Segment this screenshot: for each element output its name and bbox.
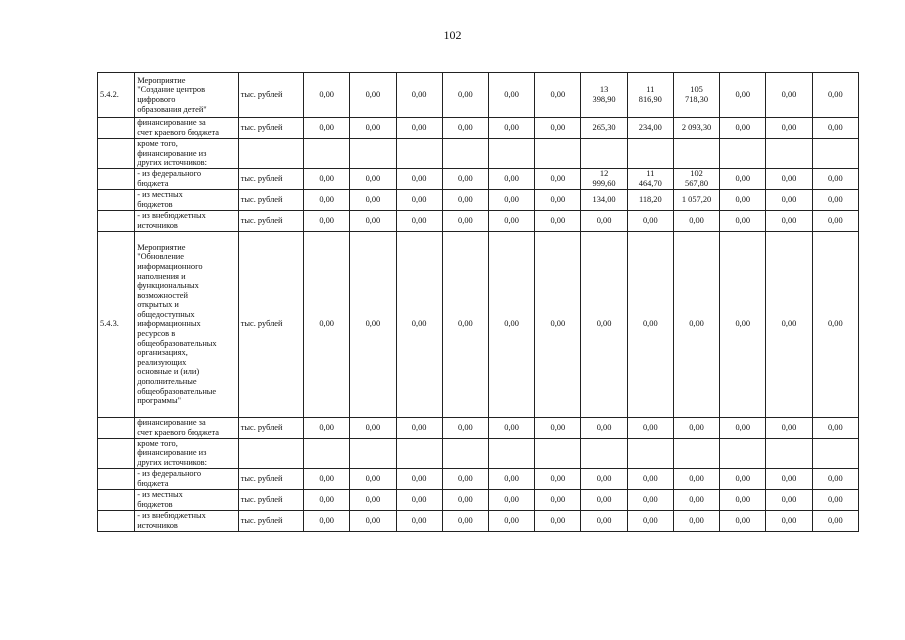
table-row — [98, 231, 859, 417]
value-cell — [396, 139, 442, 169]
value-cell — [488, 438, 534, 468]
row-unit: тыс. рублей — [238, 118, 303, 139]
value-cell: 0,00 — [488, 510, 534, 531]
value-cell: 0,00 — [535, 231, 581, 417]
row-name: кроме того, финансирование из других источников: — [135, 438, 239, 468]
value-cell — [720, 438, 766, 468]
value-cell: 0,00 — [442, 417, 488, 438]
value-cell: 105 718,30 — [673, 73, 719, 118]
value-cell: 265,30 — [581, 118, 627, 139]
row-unit: тыс. рублей — [238, 417, 303, 438]
value-cell: 0,00 — [442, 510, 488, 531]
value-cell: 0,00 — [812, 189, 858, 210]
value-cell: 0,00 — [396, 417, 442, 438]
value-cell: 0,00 — [766, 489, 812, 510]
value-cell: 0,00 — [488, 489, 534, 510]
value-cell: 0,00 — [581, 210, 627, 231]
value-cell: 0,00 — [720, 118, 766, 139]
value-cell: 0,00 — [766, 189, 812, 210]
value-cell: 0,00 — [488, 210, 534, 231]
value-cell: 0,00 — [766, 168, 812, 189]
value-cell: 0,00 — [535, 118, 581, 139]
value-cell: 0,00 — [627, 231, 673, 417]
value-cell: 0,00 — [673, 489, 719, 510]
row-name: Мероприятие "Обновление информационного наполнения и функциональных возможностей открытых и общедоступных информационных ресурсов в общеобразовательных организациях, реализующих основные и (или) дополнительные общеобразовательные программы" — [135, 231, 239, 417]
value-cell: 0,00 — [350, 168, 396, 189]
value-cell: 0,00 — [535, 210, 581, 231]
table-row — [98, 118, 859, 139]
row-name: - из внебюджетных источников — [135, 210, 239, 231]
value-cell — [304, 139, 350, 169]
row-name: - из местных бюджетов — [135, 189, 239, 210]
value-cell: 0,00 — [535, 468, 581, 489]
value-cell: 0,00 — [766, 231, 812, 417]
value-cell — [720, 139, 766, 169]
row-code — [98, 438, 135, 468]
value-cell: 0,00 — [304, 468, 350, 489]
value-cell: 134,00 — [581, 189, 627, 210]
row-unit: тыс. рублей — [238, 468, 303, 489]
value-cell: 0,00 — [396, 468, 442, 489]
value-cell — [350, 139, 396, 169]
row-unit: тыс. рублей — [238, 489, 303, 510]
table-row — [98, 438, 859, 468]
value-cell: 0,00 — [304, 118, 350, 139]
table-row — [98, 189, 859, 210]
value-cell: 0,00 — [812, 417, 858, 438]
row-code: 5.4.2. — [98, 73, 135, 118]
value-cell: 0,00 — [350, 118, 396, 139]
value-cell — [673, 438, 719, 468]
value-cell: 0,00 — [812, 510, 858, 531]
table-body — [98, 73, 859, 532]
value-cell: 0,00 — [627, 489, 673, 510]
value-cell: 0,00 — [442, 489, 488, 510]
value-cell — [396, 438, 442, 468]
value-cell — [535, 438, 581, 468]
value-cell: 0,00 — [581, 417, 627, 438]
row-unit — [238, 139, 303, 169]
value-cell: 0,00 — [304, 510, 350, 531]
value-cell — [442, 139, 488, 169]
row-name: - из внебюджетных источников — [135, 510, 239, 531]
value-cell: 0,00 — [581, 468, 627, 489]
value-cell: 0,00 — [488, 168, 534, 189]
value-cell: 0,00 — [535, 489, 581, 510]
value-cell — [581, 139, 627, 169]
value-cell: 0,00 — [304, 489, 350, 510]
row-name: - из местных бюджетов — [135, 489, 239, 510]
table-row — [98, 210, 859, 231]
value-cell: 0,00 — [581, 231, 627, 417]
value-cell — [350, 438, 396, 468]
value-cell: 0,00 — [442, 189, 488, 210]
value-cell: 0,00 — [304, 73, 350, 118]
value-cell: 12 999,60 — [581, 168, 627, 189]
table-row — [98, 510, 859, 531]
value-cell — [535, 139, 581, 169]
value-cell: 0,00 — [535, 510, 581, 531]
row-name: - из федерального бюджета — [135, 168, 239, 189]
value-cell: 0,00 — [812, 468, 858, 489]
value-cell — [488, 139, 534, 169]
value-cell: 0,00 — [396, 210, 442, 231]
value-cell: 13 398,90 — [581, 73, 627, 118]
value-cell: 0,00 — [720, 73, 766, 118]
value-cell: 0,00 — [442, 168, 488, 189]
value-cell: 0,00 — [535, 189, 581, 210]
value-cell: 0,00 — [812, 231, 858, 417]
row-code — [98, 489, 135, 510]
row-unit: тыс. рублей — [238, 510, 303, 531]
value-cell: 0,00 — [350, 468, 396, 489]
value-cell — [766, 139, 812, 169]
value-cell: 0,00 — [442, 231, 488, 417]
value-cell: 0,00 — [488, 468, 534, 489]
table-row — [98, 168, 859, 189]
value-cell: 0,00 — [673, 231, 719, 417]
value-cell: 0,00 — [812, 168, 858, 189]
value-cell: 0,00 — [396, 489, 442, 510]
value-cell: 0,00 — [627, 210, 673, 231]
table-row — [98, 73, 859, 118]
value-cell: 0,00 — [720, 510, 766, 531]
row-name: Мероприятие "Создание центров цифрового образования детей" — [135, 73, 239, 118]
row-code — [98, 210, 135, 231]
row-code: 5.4.3. — [98, 231, 135, 417]
value-cell: 0,00 — [488, 231, 534, 417]
value-cell: 0,00 — [766, 73, 812, 118]
row-name: финансирование за счет краевого бюджета — [135, 417, 239, 438]
value-cell: 0,00 — [535, 417, 581, 438]
value-cell: 102 567,80 — [673, 168, 719, 189]
value-cell — [581, 438, 627, 468]
value-cell: 0,00 — [673, 417, 719, 438]
value-cell: 0,00 — [627, 417, 673, 438]
value-cell: 0,00 — [396, 189, 442, 210]
value-cell: 2 093,30 — [673, 118, 719, 139]
value-cell — [812, 139, 858, 169]
value-cell: 0,00 — [720, 231, 766, 417]
value-cell: 0,00 — [442, 468, 488, 489]
value-cell: 0,00 — [766, 510, 812, 531]
value-cell: 0,00 — [766, 210, 812, 231]
row-name: финансирование за счет краевого бюджета — [135, 118, 239, 139]
value-cell — [442, 438, 488, 468]
table-row — [98, 468, 859, 489]
value-cell: 0,00 — [396, 168, 442, 189]
value-cell: 0,00 — [720, 417, 766, 438]
value-cell: 0,00 — [720, 189, 766, 210]
value-cell: 0,00 — [720, 168, 766, 189]
value-cell: 0,00 — [720, 489, 766, 510]
value-cell: 0,00 — [812, 118, 858, 139]
value-cell: 0,00 — [350, 189, 396, 210]
value-cell: 0,00 — [350, 231, 396, 417]
value-cell: 0,00 — [304, 417, 350, 438]
row-unit: тыс. рублей — [238, 189, 303, 210]
value-cell: 0,00 — [627, 510, 673, 531]
value-cell: 0,00 — [673, 210, 719, 231]
value-cell: 0,00 — [442, 73, 488, 118]
value-cell: 0,00 — [442, 210, 488, 231]
row-name: кроме того, финансирование из других источников: — [135, 139, 239, 169]
value-cell: 234,00 — [627, 118, 673, 139]
value-cell: 11 464,70 — [627, 168, 673, 189]
value-cell — [627, 438, 673, 468]
value-cell: 1 057,20 — [673, 189, 719, 210]
value-cell: 0,00 — [488, 118, 534, 139]
row-code — [98, 139, 135, 169]
row-code — [98, 189, 135, 210]
row-unit — [238, 438, 303, 468]
value-cell: 0,00 — [304, 210, 350, 231]
table-row — [98, 489, 859, 510]
value-cell: 0,00 — [442, 118, 488, 139]
value-cell: 0,00 — [304, 231, 350, 417]
value-cell: 0,00 — [720, 468, 766, 489]
value-cell — [304, 438, 350, 468]
value-cell: 0,00 — [581, 510, 627, 531]
value-cell: 0,00 — [766, 417, 812, 438]
value-cell: 0,00 — [304, 189, 350, 210]
value-cell: 0,00 — [766, 468, 812, 489]
value-cell: 0,00 — [396, 73, 442, 118]
value-cell: 0,00 — [720, 210, 766, 231]
value-cell: 118,20 — [627, 189, 673, 210]
value-cell: 0,00 — [627, 468, 673, 489]
value-cell: 0,00 — [812, 489, 858, 510]
value-cell: 0,00 — [488, 189, 534, 210]
value-cell: 0,00 — [766, 118, 812, 139]
value-cell: 0,00 — [812, 73, 858, 118]
row-code — [98, 468, 135, 489]
row-unit: тыс. рублей — [238, 168, 303, 189]
table-row — [98, 139, 859, 169]
value-cell: 0,00 — [812, 210, 858, 231]
value-cell: 0,00 — [350, 489, 396, 510]
value-cell: 0,00 — [350, 417, 396, 438]
value-cell: 0,00 — [350, 510, 396, 531]
row-unit: тыс. рублей — [238, 210, 303, 231]
value-cell: 0,00 — [488, 417, 534, 438]
budget-table — [97, 72, 859, 532]
value-cell — [627, 139, 673, 169]
value-cell: 0,00 — [304, 168, 350, 189]
value-cell: 0,00 — [673, 468, 719, 489]
value-cell: 0,00 — [350, 210, 396, 231]
value-cell: 0,00 — [350, 73, 396, 118]
row-unit: тыс. рублей — [238, 231, 303, 417]
value-cell — [812, 438, 858, 468]
row-code — [98, 168, 135, 189]
value-cell: 0,00 — [673, 510, 719, 531]
row-unit: тыс. рублей — [238, 73, 303, 118]
row-code — [98, 118, 135, 139]
row-name: - из федерального бюджета — [135, 468, 239, 489]
value-cell — [766, 438, 812, 468]
table-row — [98, 417, 859, 438]
page-number: 102 — [443, 28, 462, 42]
row-code — [98, 417, 135, 438]
value-cell: 11 816,90 — [627, 73, 673, 118]
row-code — [98, 510, 135, 531]
value-cell: 0,00 — [535, 73, 581, 118]
value-cell: 0,00 — [396, 510, 442, 531]
value-cell: 0,00 — [396, 231, 442, 417]
value-cell: 0,00 — [488, 73, 534, 118]
value-cell: 0,00 — [581, 489, 627, 510]
value-cell — [673, 139, 719, 169]
value-cell: 0,00 — [396, 118, 442, 139]
value-cell: 0,00 — [535, 168, 581, 189]
